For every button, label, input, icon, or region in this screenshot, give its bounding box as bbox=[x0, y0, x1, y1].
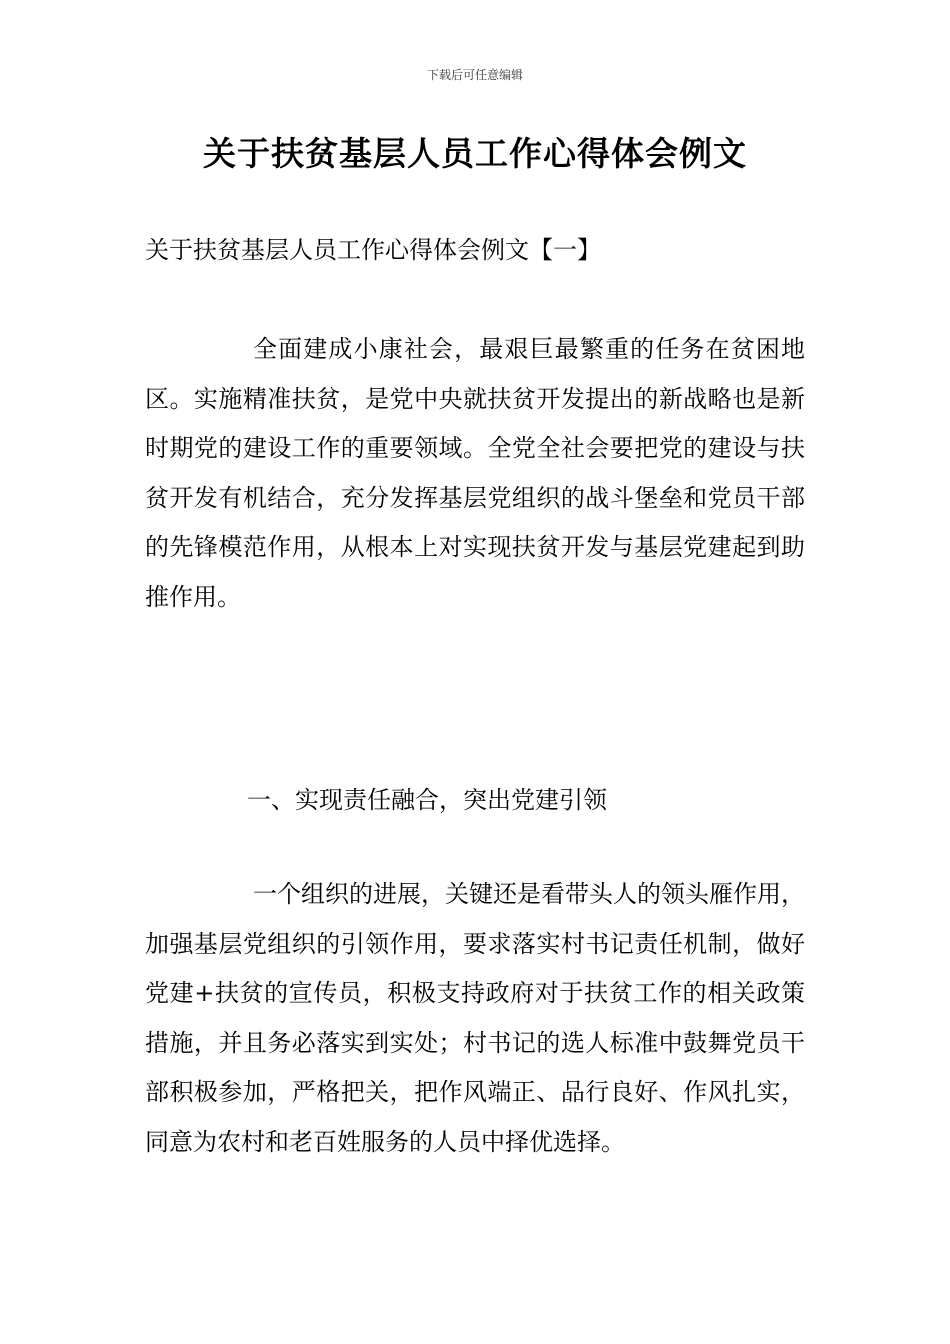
body-paragraph-2: 一个组织的进展，关键还是看带头人的领头雁作用，加强基层党组织的引领作用，要求落实村书记责任机制，做好党建+扶贫的宣传员，积极支持政府对于扶贫工作的相关政策措施，并且务必落实到实处；村书记的选人标准中鼓舞党员干部积极参加，严格把关，把作风端正、品行良好、作风扎实，同意为农村和老百姓服务的人员中择优选择。 bbox=[145, 880, 805, 1156]
section-title: 关于扶贫基层人员工作心得体会例文【一】 bbox=[145, 236, 601, 264]
body-paragraph-1: 全面建成小康社会，最艰巨最繁重的任务在贫困地区。实施精准扶贫，是党中央就扶贫开发提出的新战略也是新时期党的建设工作的重要领域。全党全社会要把党的建设与扶贫开发有机结合，充分发挥基层党组织的战斗堡垒和党员干部的先锋模范作用，从根本上对实现扶贫开发与基层党建起到助推作用。 bbox=[145, 335, 805, 611]
document-title: 关于扶贫基层人员工作心得体会例文 bbox=[203, 134, 747, 173]
subheading-1: 一、实现责任融合，突出党建引领 bbox=[247, 786, 607, 814]
header-note: 下载后可任意编辑 bbox=[426, 68, 523, 82]
